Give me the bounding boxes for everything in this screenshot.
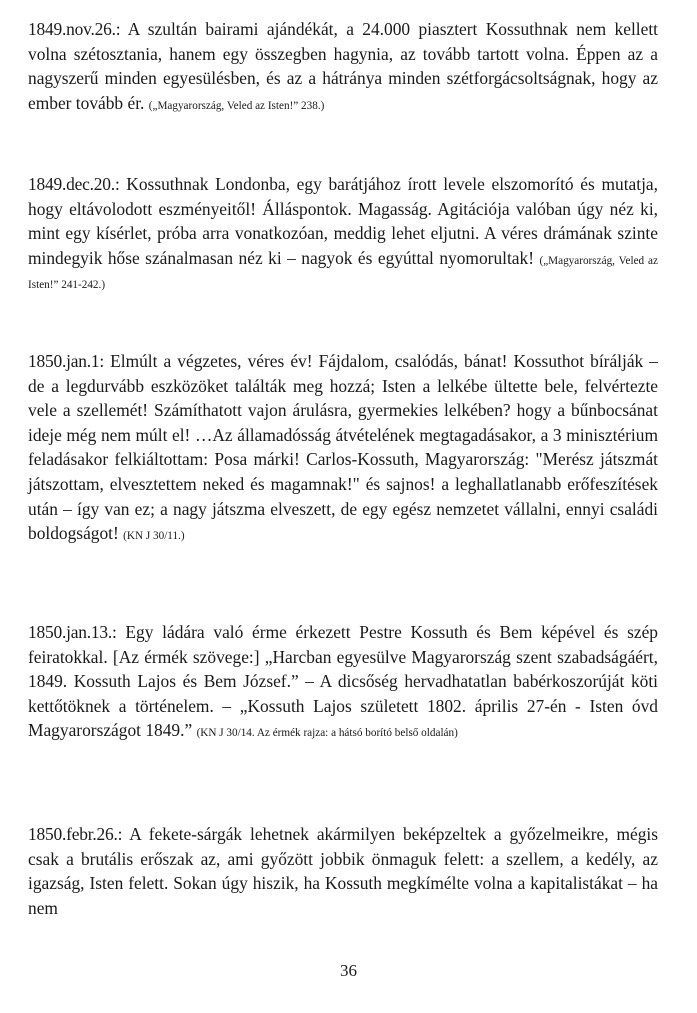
entry-text: A fekete-sárgák lehetnek akármilyen beképzeltek a győzelmeikre, mégis csak a brutális erőszak az, ami győzött jobbik önmaguk felett: a szellem, a kedély, az igazság, Isten felett. Sokan úgy hiszik, ha Kossuth megkímélte volna a kapitalistákat – ha nem [28, 824, 658, 918]
diary-entry [28, 349, 658, 546]
entry-source: (KN J 30/11.) [123, 530, 185, 543]
entry-date: 1850.jan.1: [28, 351, 105, 371]
entry-text: A szultán bairami ajándékát, a 24.000 piasztert Kossuthnak nem kellett volna szétosztania, hanem egy összegben hagynia, az tovább tartott volna. Éppen az a nagyszerű minden egyesülésben, és az a hátránya minden szétforgácsoltságnak, hogy az ember tovább ér. [28, 19, 658, 113]
entry-text: Elmúlt a végzetes, véres év! Fájdalom, csalódás, bánat! Kossuthot bírálják – de a legdurvább eszközöket találták meg hozzá; Isten a lelkébe ültette bele, felvértezte vele a szellemét! Számíthatott vajon árulásra, gyermekies lelkében? hogy a bűnbocsánat ideje még nem múlt el! …Az államadósság átvételének megtagadásakor, a 3 minisztérium feladásakor felkiáltottam: Posa márki! Carlos-Kossuth, Magyarország: "Merész játszmát játszottam, elvesztettem neked és magamnak!" és sajnos! a leghallatlanabb erőfeszítések után – így van ez; a nagy játszma elveszett, de egy egész nemzetet vállalni, ennyi családi boldogságot! [28, 351, 658, 544]
entry-source: („Magyarország, Veled az Isten!” 241-242.) [28, 254, 658, 292]
diary-entry [28, 620, 658, 743]
entry-date: 1849.dec.20.: [28, 174, 120, 194]
entry-date: 1850.febr.26.: [28, 824, 123, 844]
entry-date: 1849.nov.26.: [28, 19, 121, 39]
page-number: 36 [340, 961, 357, 980]
entry-text: Kossuthnak Londonba, egy barátjához írott levele elszomorító és mutatja, hogy eltávolodott eszményeitől! Álláspontok. Magasság. Agitációja valóban úgy néz ki, mint egy kísérlet, próba arra vonatkozóan, meddig lehet eljutni. A véres drámának szinte mindegyik hőse szánalmasan néz ki – nagyok és egyúttal nyomorultak! [28, 174, 658, 268]
diary-entry [28, 172, 658, 295]
diary-entry [28, 822, 658, 920]
diary-entry [28, 17, 658, 115]
entry-date: 1850.jan.13.: [28, 622, 117, 642]
entry-source: (KN J 30/14. Az érmék rajza: a hátsó borító belső oldalán) [196, 727, 458, 740]
entry-source: („Magyarország, Veled az Isten!” 238.) [148, 99, 325, 112]
entry-text: Egy ládára való érme érkezett Pestre Kossuth és Bem képével és szép feiratokkal. [Az érmék szövege:] „Harcban egyesülve Magyarország szent szabadságáért, 1849. Kossuth Lajos és Bem József.” – A dicsőség hervadhatatlan babérkoszorúját köti kettőtöknek a történelem. – „Kossuth Lajos született 1802. április 27-én - Isten óvd Magyarországot 1849.” [28, 622, 658, 741]
